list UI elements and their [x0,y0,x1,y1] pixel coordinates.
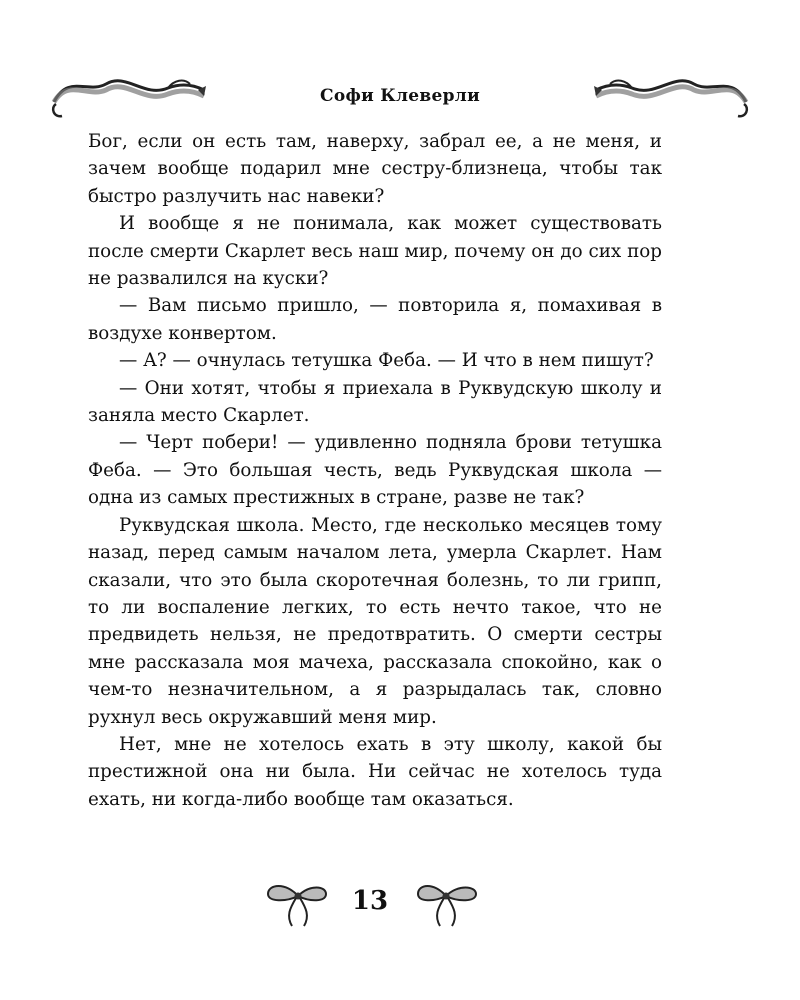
ribbon-ornament-icon [48,64,208,124]
paragraph: И вообще я не понимала, как может существовать после смерти Скарлет весь наш мир, почему он до сих пор не развалился на куски? [88,213,662,290]
bow-ornament-icon [262,880,332,930]
folio [0,876,800,936]
dialogue-line: — Черт побери! — удивленно подняла брови тетушка Феба. — Это большая честь, ведь Руквудская школа — одна из самых престижных в стране, разве не так? [88,432,662,509]
paragraph: Руквудская школа. Место, где несколько месяцев тому назад, перед самым началом лета, умерла Скарлет. Нам сказали, что это была скоротечная болезнь, то ли грипп, то ли воспаление легких, то есть нечто такое, что не предвидеть нельзя, не предотвратить. О смерти сестры мне рассказала моя мачеха, рассказала спокойно, как о чем-то незначительном, а я разрыдалась так, словно рухнул весь окружавший меня мир. [88,514,662,728]
dialogue-line: — Они хотят, чтобы я приехала в Руквудскую школу и заняла место Скарлет. [88,377,662,427]
running-head-author: Софи Клеверли [319,86,480,106]
dialogue-line: — А? — очнулась тетушка Феба. — И что в нем пишут? [119,350,654,372]
paragraph: Бог, если он есть там, наверху, забрал ее, а не меня, и зачем вообще подарил мне сестру-близнеца, чтобы так быстро разлучить нас навеки? [88,131,662,207]
paragraph: Нет, мне не хотелось ехать в эту школу, какой бы престижной она ни была. Ни сейчас не хотелось туда ехать, ни когда-либо вообще там оказаться. [88,733,662,810]
body-text [88,128,662,813]
bow-ornament-icon [412,880,482,930]
ribbon-ornament-icon [592,64,752,124]
page-number: 13 [351,886,389,916]
dialogue-line: — Вам письмо пришло, — повторила я, помахивая в воздухе конвертом. [88,295,662,344]
running-head [0,56,800,126]
